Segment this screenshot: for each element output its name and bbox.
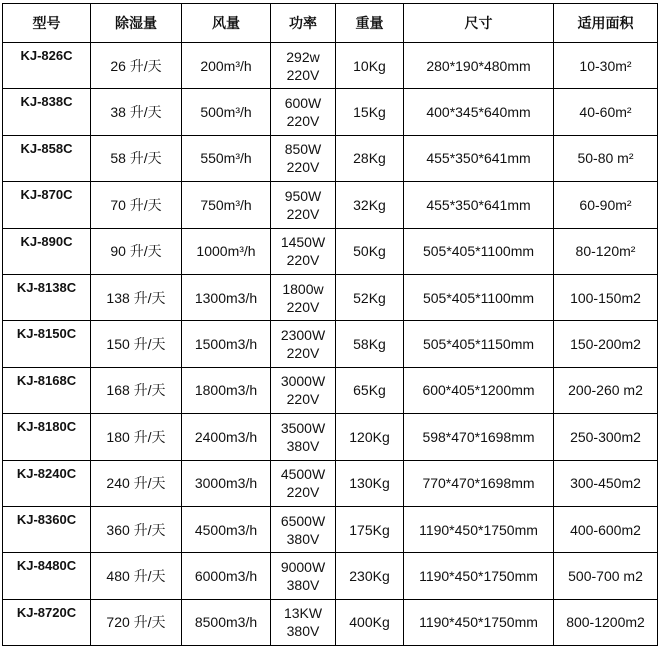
cell-size: 1190*450*1750mm <box>404 553 554 599</box>
power-wattage: 13KW <box>283 605 323 622</box>
power-wattage: 600W <box>284 95 322 112</box>
cell-model: KJ-826C <box>3 43 91 89</box>
cell-size: 455*350*641mm <box>404 182 554 228</box>
cell-dehumidification: 240 升/天 <box>91 460 182 506</box>
cell-size: 600*405*1200mm <box>404 367 554 413</box>
cell-size: 505*405*1150mm <box>404 321 554 367</box>
cell-weight: 10Kg <box>336 43 404 89</box>
spec-table <box>2 3 658 646</box>
table-header <box>3 4 658 43</box>
cell-airflow: 3000m3/h <box>182 460 271 506</box>
cell-airflow: 200m³/h <box>182 43 271 89</box>
cell-weight: 52Kg <box>336 274 404 320</box>
cell-area: 40-60m² <box>554 89 658 135</box>
cell-dehumidification: 58 升/天 <box>91 135 182 181</box>
cell-model: KJ-8480C <box>3 553 91 599</box>
cell-power <box>271 274 336 320</box>
cell-power <box>271 414 336 460</box>
cell-area: 200-260 m2 <box>554 367 658 413</box>
power-voltage: 220V <box>286 66 320 83</box>
table-row <box>3 274 658 320</box>
cell-dehumidification: 38 升/天 <box>91 89 182 135</box>
cell-airflow: 750m³/h <box>182 182 271 228</box>
power-wattage: 950W <box>284 187 322 204</box>
table-row <box>3 135 658 181</box>
cell-size: 280*190*480mm <box>404 43 554 89</box>
cell-power <box>271 228 336 274</box>
cell-power <box>271 553 336 599</box>
power-wattage: 292w <box>286 48 320 65</box>
power-wattage: 3000W <box>280 373 326 390</box>
cell-size: 598*470*1698mm <box>404 414 554 460</box>
header-size: 尺寸 <box>404 4 554 43</box>
cell-size: 1190*450*1750mm <box>404 599 554 645</box>
header-model: 型号 <box>3 4 91 43</box>
cell-power <box>271 135 336 181</box>
power-wattage: 1800w <box>282 280 324 297</box>
header-airflow: 风量 <box>182 4 271 43</box>
power-voltage: 380V <box>286 437 320 454</box>
cell-dehumidification: 150 升/天 <box>91 321 182 367</box>
power-voltage: 220V <box>286 345 320 362</box>
cell-airflow: 1500m3/h <box>182 321 271 367</box>
power-voltage: 220V <box>286 484 320 501</box>
power-wattage: 850W <box>284 141 322 158</box>
cell-weight: 58Kg <box>336 321 404 367</box>
power-wattage: 6500W <box>280 512 326 529</box>
power-voltage: 380V <box>286 530 320 547</box>
power-voltage: 220V <box>286 113 320 130</box>
cell-dehumidification: 360 升/天 <box>91 506 182 552</box>
cell-area: 10-30m² <box>554 43 658 89</box>
power-wattage: 9000W <box>280 558 326 575</box>
cell-power <box>271 182 336 228</box>
cell-weight: 65Kg <box>336 367 404 413</box>
cell-power <box>271 321 336 367</box>
cell-dehumidification: 138 升/天 <box>91 274 182 320</box>
cell-model: KJ-8150C <box>3 321 91 367</box>
cell-size: 770*470*1698mm <box>404 460 554 506</box>
table-row <box>3 599 658 645</box>
cell-weight: 230Kg <box>336 553 404 599</box>
cell-area: 150-200m2 <box>554 321 658 367</box>
cell-dehumidification: 480 升/天 <box>91 553 182 599</box>
cell-area: 300-450m2 <box>554 460 658 506</box>
cell-airflow: 8500m3/h <box>182 599 271 645</box>
power-voltage: 220V <box>286 159 320 176</box>
cell-dehumidification: 180 升/天 <box>91 414 182 460</box>
cell-model: KJ-8240C <box>3 460 91 506</box>
cell-area: 80-120m² <box>554 228 658 274</box>
table-row <box>3 43 658 89</box>
cell-power <box>271 460 336 506</box>
cell-power <box>271 43 336 89</box>
cell-airflow: 550m³/h <box>182 135 271 181</box>
header-row <box>3 4 658 43</box>
table-row <box>3 553 658 599</box>
cell-model: KJ-8138C <box>3 274 91 320</box>
cell-model: KJ-858C <box>3 135 91 181</box>
cell-size: 505*405*1100mm <box>404 274 554 320</box>
cell-size: 1190*450*1750mm <box>404 506 554 552</box>
cell-airflow: 6000m3/h <box>182 553 271 599</box>
cell-dehumidification: 90 升/天 <box>91 228 182 274</box>
cell-airflow: 4500m3/h <box>182 506 271 552</box>
cell-dehumidification: 168 升/天 <box>91 367 182 413</box>
power-voltage: 220V <box>286 298 320 315</box>
cell-dehumidification: 70 升/天 <box>91 182 182 228</box>
table-row <box>3 182 658 228</box>
cell-size: 400*345*640mm <box>404 89 554 135</box>
table-row <box>3 414 658 460</box>
cell-airflow: 1300m3/h <box>182 274 271 320</box>
power-voltage: 380V <box>286 623 320 640</box>
cell-weight: 32Kg <box>336 182 404 228</box>
cell-dehumidification: 26 升/天 <box>91 43 182 89</box>
cell-airflow: 1800m3/h <box>182 367 271 413</box>
table-row <box>3 321 658 367</box>
cell-weight: 28Kg <box>336 135 404 181</box>
table-row <box>3 367 658 413</box>
cell-dehumidification: 720 升/天 <box>91 599 182 645</box>
cell-area: 400-600m2 <box>554 506 658 552</box>
cell-weight: 120Kg <box>336 414 404 460</box>
cell-weight: 15Kg <box>336 89 404 135</box>
cell-area: 500-700 m2 <box>554 553 658 599</box>
table-body <box>3 43 658 646</box>
header-power: 功率 <box>271 4 336 43</box>
cell-model: KJ-8360C <box>3 506 91 552</box>
power-voltage: 380V <box>286 576 320 593</box>
cell-airflow: 2400m3/h <box>182 414 271 460</box>
power-voltage: 220V <box>286 252 320 269</box>
header-weight: 重量 <box>336 4 404 43</box>
table-row <box>3 460 658 506</box>
cell-model: KJ-8168C <box>3 367 91 413</box>
cell-size: 455*350*641mm <box>404 135 554 181</box>
header-area: 适用面积 <box>554 4 658 43</box>
cell-model: KJ-8180C <box>3 414 91 460</box>
cell-airflow: 500m³/h <box>182 89 271 135</box>
cell-weight: 130Kg <box>336 460 404 506</box>
power-wattage: 1450W <box>280 234 326 251</box>
power-wattage: 3500W <box>280 419 326 436</box>
cell-weight: 50Kg <box>336 228 404 274</box>
table-row <box>3 506 658 552</box>
power-voltage: 220V <box>286 391 320 408</box>
header-dehumidification: 除湿量 <box>91 4 182 43</box>
cell-model: KJ-8720C <box>3 599 91 645</box>
power-wattage: 4500W <box>280 466 326 483</box>
cell-model: KJ-838C <box>3 89 91 135</box>
cell-size: 505*405*1100mm <box>404 228 554 274</box>
cell-power <box>271 506 336 552</box>
power-wattage: 2300W <box>280 327 326 344</box>
cell-area: 100-150m2 <box>554 274 658 320</box>
cell-area: 50-80 m² <box>554 135 658 181</box>
cell-area: 60-90m² <box>554 182 658 228</box>
cell-power <box>271 599 336 645</box>
power-voltage: 220V <box>286 205 320 222</box>
cell-power <box>271 89 336 135</box>
cell-weight: 175Kg <box>336 506 404 552</box>
table-row <box>3 89 658 135</box>
cell-power <box>271 367 336 413</box>
cell-model: KJ-890C <box>3 228 91 274</box>
table-row <box>3 228 658 274</box>
cell-airflow: 1000m³/h <box>182 228 271 274</box>
cell-model: KJ-870C <box>3 182 91 228</box>
cell-weight: 400Kg <box>336 599 404 645</box>
cell-area: 800-1200m2 <box>554 599 658 645</box>
cell-area: 250-300m2 <box>554 414 658 460</box>
